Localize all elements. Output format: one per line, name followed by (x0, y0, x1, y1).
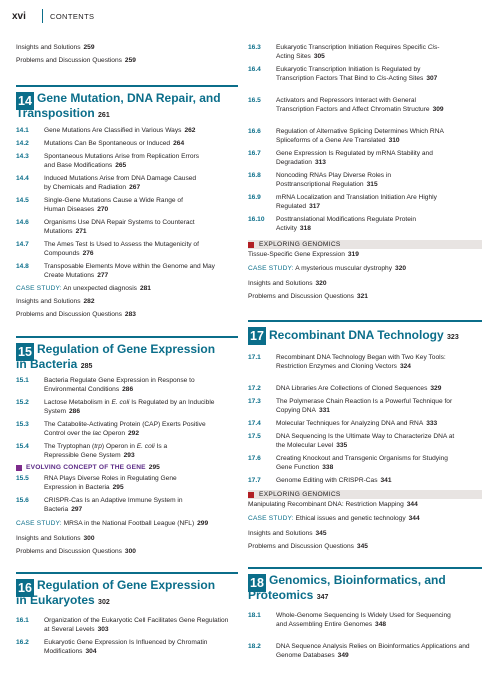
exploring-genomics-band[interactable]: EXPLORING GENOMICS (248, 490, 482, 499)
chapter-rule (248, 320, 482, 322)
concept-marker-icon (16, 465, 22, 471)
chapter-title: Gene Mutation, DNA Repair, and Transposition 261 (16, 91, 221, 120)
toc-line[interactable]: Insights and Solutions 259 (16, 44, 95, 51)
case-study-line[interactable]: CASE STUDY: MRSA in the National Football League (NFL) 299 (16, 520, 209, 527)
toc-line[interactable]: Insights and Solutions 320 (248, 280, 327, 287)
genomics-marker-icon (248, 242, 254, 248)
chapter-number-box: 16 (16, 579, 34, 597)
toc-line[interactable]: Insights and Solutions 345 (248, 530, 327, 537)
chapter-number-box: 18 (248, 574, 266, 592)
chapter-title: Recombinant DNA Technology 323 (269, 328, 459, 342)
case-study-line[interactable]: CASE STUDY: A mysterious muscular dystrophy 320 (248, 265, 407, 272)
chapter-rule (16, 336, 238, 338)
header-divider (42, 9, 43, 23)
chapter-number-box: 17 (248, 327, 266, 345)
toc-line[interactable]: Problems and Discussion Questions 321 (248, 293, 368, 300)
chapter-title: Regulation of Gene Expression in Bacteria 285 (16, 342, 216, 371)
case-study-line[interactable]: CASE STUDY: Ethical issues and genetic technology 344 (248, 515, 420, 522)
toc-line[interactable]: Insights and Solutions 300 (16, 535, 95, 542)
toc-line[interactable]: Problems and Discussion Questions 345 (248, 543, 368, 550)
chapter-title: Genomics, Bioinformatics, and Proteomics 347 (248, 573, 446, 602)
chapter-rule (248, 567, 482, 569)
toc-line[interactable]: Problems and Discussion Questions 283 (16, 311, 136, 318)
running-header (12, 8, 94, 24)
chapter-title: Regulation of Gene Expression in Eukaryotes 302 (16, 578, 216, 607)
toc-line[interactable]: Insights and Solutions 282 (16, 298, 95, 305)
chapter-number-box: 14 (16, 92, 34, 110)
chapter-rule (16, 572, 238, 574)
chapter-rule (16, 85, 238, 87)
exploring-genomics-band[interactable]: EXPLORING GENOMICS (248, 240, 482, 249)
case-study-line[interactable]: CASE STUDY: An unexpected diagnosis 281 (16, 285, 151, 292)
chapter-number-box: 15 (16, 343, 34, 361)
toc-line[interactable]: Problems and Discussion Questions 259 (16, 57, 136, 64)
page-number: xvi (12, 10, 26, 22)
evolving-concept-line[interactable]: EVOLVING CONCEPT OF THE GENE 295 (16, 463, 160, 472)
toc-line[interactable]: Manipulating Recombinant DNA: Restriction Mapping 344 (248, 501, 418, 508)
toc-line[interactable]: Problems and Discussion Questions 300 (16, 548, 136, 555)
toc-line[interactable]: Tissue-Specific Gene Expression 319 (248, 251, 359, 258)
genomics-marker-icon (248, 492, 254, 498)
section-title: CONTENTS (50, 11, 95, 21)
